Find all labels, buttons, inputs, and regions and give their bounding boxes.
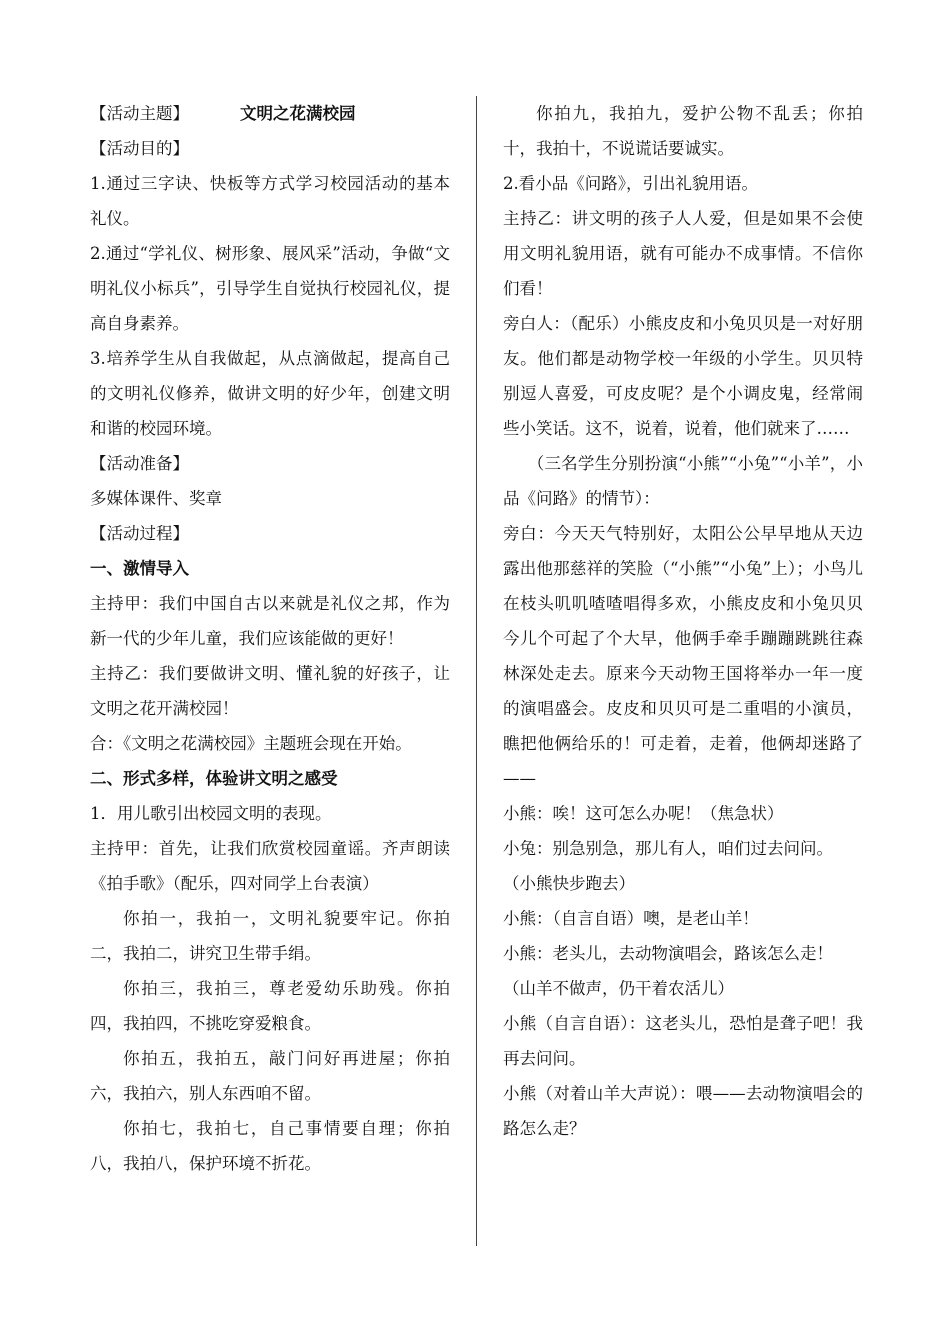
section-heading-1: 一、激情导入 [90,559,189,578]
theme-title: 文明之花满校园 [240,104,356,123]
rabbit-line-1: 小兔：别急别急，那儿有人，咱们过去问问。 [503,839,833,858]
verse-1: 你拍一，我拍一，文明礼貌要牢记。你拍二，我拍二，讲究卫生带手绢。 [90,909,450,963]
prep-label: 【活动准备】 [90,454,189,473]
stage-direction-2: （山羊不做声，仍干着农活儿） [503,979,734,998]
narrator-line-2: 旁白：今天天气特别好，太阳公公早早地从天边露出他那慈祥的笑脸（“小熊”“小兔”上）；小鸟儿在枝头叽叽喳喳唱得多欢，小熊皮皮和小兔贝贝今儿个可起了个大早，他俩手牵手蹦蹦跳跳往森林深处走去。原来今天动物王国将举办一年一度的演唱盛会。皮皮和贝贝可是二重唱的小演员，瞧把他俩给乐的！可走着，走着，他俩却迷路了—— [503,524,863,788]
purpose-label: 【活动目的】 [90,139,189,158]
verse-4: 你拍七，我拍七，自己事情要自理；你拍八，我拍八，保护环境不折花。 [90,1119,450,1173]
verse-2: 你拍三，我拍三，尊老爱幼乐助残。你拍四，我拍四，不挑吃穿爱粮食。 [90,979,450,1033]
host-b-line-1: 主持乙：我们要做讲文明、懂礼貌的好孩子，让文明之花开满校园！ [90,664,450,718]
host-a-line-1: 主持甲：我们中国自古以来就是礼仪之邦，作为新一代的少年儿童，我们应该能做的更好！ [90,594,450,648]
bear-line-5: 小熊（对着山羊大声说）：喂——去动物演唱会的路怎么走？ [503,1084,863,1138]
stage-direction-1: （小熊快步跑去） [503,874,635,893]
column-divider [476,96,477,1246]
process-label: 【活动过程】 [90,524,189,543]
right-column [503,96,863,1146]
left-column [90,96,450,1181]
purpose-item-3: 3.培养学生从自我做起，从点滴做起，提高自己的文明礼仪修养，做讲文明的好少年，创建文明和谐的校园环境。 [90,349,450,438]
bear-line-2: 小熊：（自言自语）噢，是老山羊！ [503,909,759,928]
bear-line-3: 小熊：老头儿，去动物演唱会，路该怎么走！ [503,944,833,963]
narrator-line-1: 旁白人：（配乐）小熊皮皮和小兔贝贝是一对好朋友。他们都是动物学校一年级的小学生。贝贝特别逗人喜爱，可皮皮呢？是个小调皮鬼，经常闹些小笑话。这不，说着，说着，他们就来了…… [503,314,863,438]
together-line: 合：《文明之花满校园》主题班会现在开始。 [90,734,412,753]
bear-line-1: 小熊：唉！这可怎么办呢！（焦急状） [503,804,784,823]
prep-text: 多媒体课件、奖章 [90,489,222,508]
list-item-2: 2.看小品《问路》，引出礼貌用语。 [503,174,758,193]
list-item-1: 1．用儿歌引出校园文明的表现。 [90,804,332,823]
verse-5: 你拍九，我拍九，爱护公物不乱丢；你拍十，我拍十，不说谎话要诚实。 [503,104,863,158]
verse-3: 你拍五，我拍五，敲门问好再进屋；你拍六，我拍六，别人东西咱不留。 [90,1049,450,1103]
purpose-item-1: 1.通过三字诀、快板等方式学习校园活动的基本礼仪。 [90,174,450,228]
cast-note: （三名学生分别扮演“小熊”“小兔”“小羊”，小品《问路》的情节）： [503,454,863,508]
host-b-line-2: 主持乙：讲文明的孩子人人爱，但是如果不会使用文明礼貌用语，就有可能办不成事情。不信你们看！ [503,209,863,298]
host-a-line-2: 主持甲：首先，让我们欣赏校园童谣。齐声朗读《拍手歌》（配乐，四对同学上台表演） [90,839,450,893]
section-heading-2: 二、形式多样，体验讲文明之感受 [90,769,338,788]
theme-row [90,96,450,131]
bear-line-4: 小熊（自言自语）：这老头儿，恐怕是聋子吧！我再去问问。 [503,1014,863,1068]
theme-label: 【活动主题】 [90,104,189,123]
purpose-item-2: 2.通过“学礼仪、树形象、展风采”活动，争做“文明礼仪小标兵”，引导学生自觉执行校园礼仪，提高自身素养。 [90,244,450,333]
